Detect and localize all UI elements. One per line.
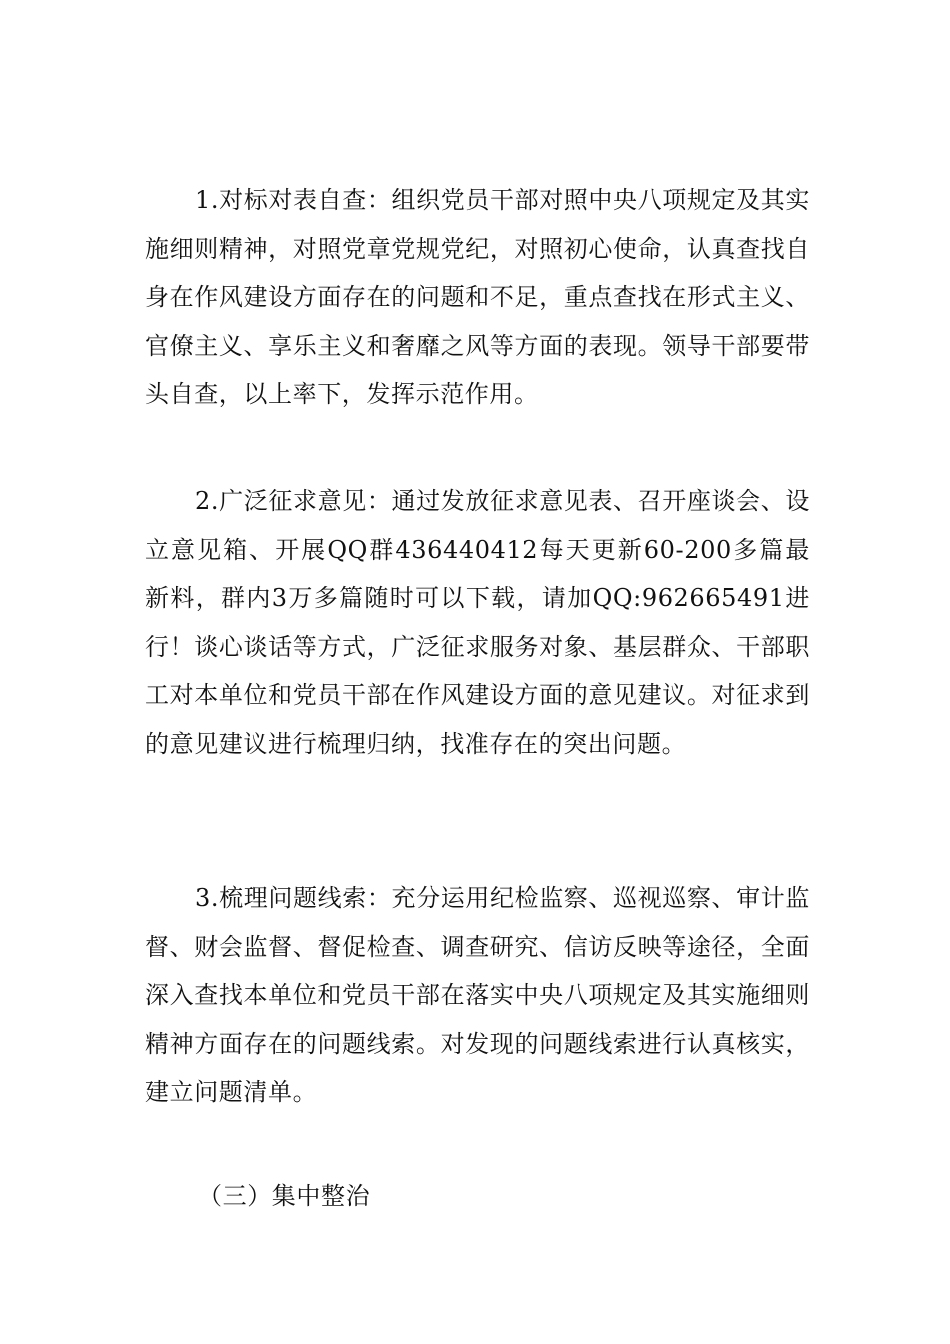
paragraph-sort-clues: 3.梳理问题线索：充分运用纪检监察、巡视巡察、审计监督、财会监督、督促检查、调查研究、信访反映等途径，全面深入查找本单位和党员干部在落实中央八项规定及其实施细则精神方面存在的问题线索。对发现的问题线索进行认真核实，建立问题清单。: [145, 884, 810, 1106]
paragraph-self-inspection: 1.对标对表自查：组织党员干部对照中央八项规定及其实施细则精神，对照党章党规党纪，对照初心使命，认真查找自身在作风建设方面存在的问题和不足，重点查找在形式主义、官僚主义、享乐主义和奢靡之风等方面的表现。领导干部要带头自查，以上率下，发挥示范作用。: [145, 186, 810, 408]
paragraph-solicit-opinions: 2.广泛征求意见：通过发放征求意见表、召开座谈会、设立意见箱、开展QQ群436440412每天更新60-200多篇最新料，群内3万多篇随时可以下载，请加QQ:962665491进行！谈心谈话等方式，广泛征求服务对象、基层群众、干部职工对本单位和党员干部在作风建设方面的意见建议。对征求到的意见建议进行梳理归纳，找准存在的突出问题。: [145, 487, 810, 758]
section-heading: （三）集中整治: [198, 1182, 371, 1210]
